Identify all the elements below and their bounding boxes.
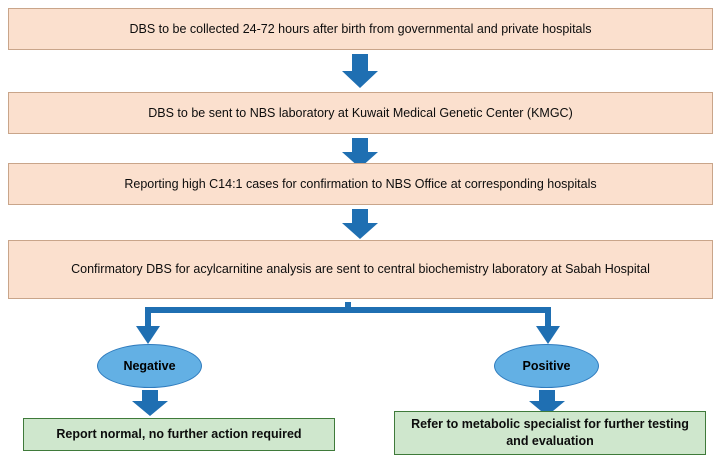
arrow-report-to-confirm xyxy=(330,209,390,239)
flow-node-refer xyxy=(394,411,706,455)
flow-node-collect-label: DBS to be collected 24-72 hours after birth from governmental and private hospitals xyxy=(129,21,592,36)
flow-node-positive-label: Positive xyxy=(522,358,571,373)
flow-node-report-label: Reporting high C14:1 cases for confirmation to NBS Office at corresponding hospitals xyxy=(124,176,597,191)
flow-node-report-normal xyxy=(23,418,335,451)
flow-node-report-normal-label: Report normal, no further action required xyxy=(56,427,302,442)
flow-node-refer-label: Refer to metabolic specialist for further testing and evaluation xyxy=(411,417,689,448)
flow-node-collect xyxy=(8,8,713,50)
flow-node-positive xyxy=(494,344,599,388)
flow-node-send xyxy=(8,92,713,134)
flow-node-confirm-label: Confirmatory DBS for acylcarnitine analysis are sent to central biochemistry laboratory at Sabah Hospital xyxy=(71,262,650,277)
arrow-collect-to-send xyxy=(330,54,390,88)
arrow-confirm-to-negative xyxy=(100,300,600,350)
flow-node-negative xyxy=(97,344,202,388)
flow-node-report xyxy=(8,163,713,205)
flow-node-negative-label: Negative xyxy=(123,358,176,373)
flow-node-confirm xyxy=(8,240,713,299)
arrow-negative-to-normal xyxy=(120,390,180,416)
flow-node-send-label: DBS to be sent to NBS laboratory at Kuwait Medical Genetic Center (KMGC) xyxy=(148,105,573,120)
